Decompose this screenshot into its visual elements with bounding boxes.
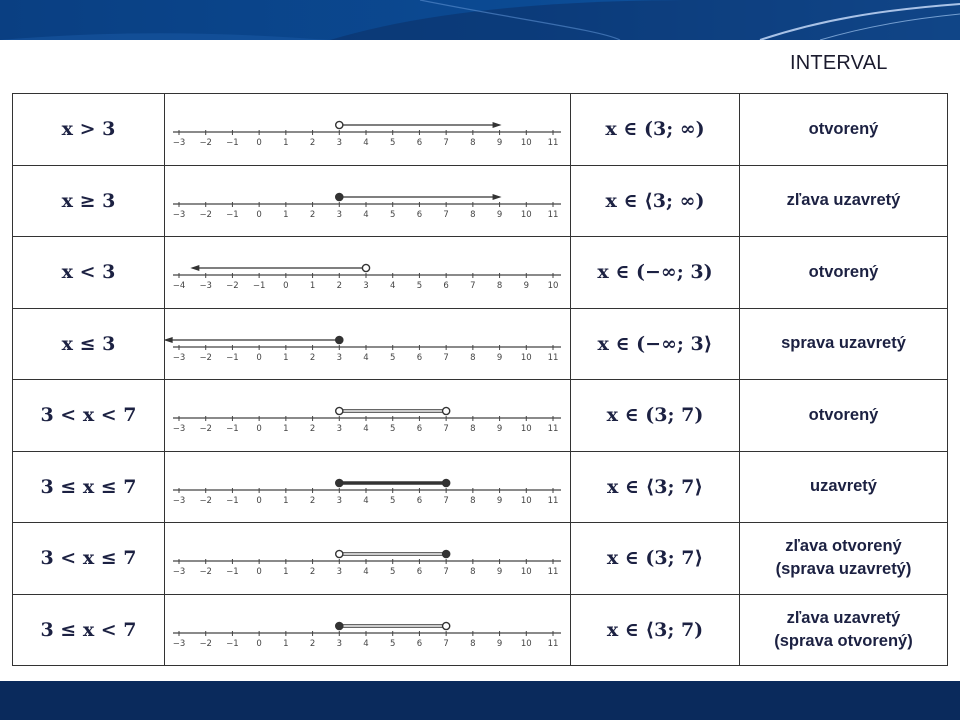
number-line (165, 380, 570, 450)
tick-label: 2 (309, 138, 316, 149)
closed-endpoint (336, 479, 343, 486)
number-line (165, 166, 570, 236)
tick-label: 10 (520, 138, 532, 149)
tick-label: 3 (336, 638, 342, 649)
open-endpoint (362, 265, 369, 272)
interval-type-label: otvorený (808, 262, 879, 281)
tick-label: 9 (523, 281, 529, 292)
tick-label: 7 (470, 281, 476, 292)
inequality-text: x ≤ 3 (61, 332, 116, 355)
tick-label: 4 (363, 209, 369, 220)
number-line (165, 237, 570, 307)
tick-label: 2 (309, 638, 316, 649)
inequality-cell (13, 523, 165, 595)
tick-label: 0 (256, 638, 262, 649)
tick-label: 8 (470, 424, 476, 435)
inequality-cell (13, 451, 165, 523)
tick-label: 0 (256, 352, 262, 363)
arrow-right-icon (493, 122, 502, 128)
tick-label: 3 (336, 209, 342, 220)
inequality-text: 3 < x < 7 (40, 404, 137, 427)
inequality-cell (13, 594, 165, 666)
interval-notation-cell (571, 94, 740, 166)
tick-label: 11 (547, 138, 559, 149)
interval-notation-cell (571, 451, 740, 523)
tick-label: 9 (496, 352, 503, 363)
tick-label: 10 (547, 281, 559, 292)
tick-label: 9 (496, 638, 503, 649)
tick-label: −3 (172, 567, 186, 578)
closed-endpoint (336, 193, 343, 200)
tick-label: 8 (470, 495, 476, 506)
tick-label: 2 (309, 495, 316, 506)
open-endpoint (336, 551, 343, 558)
interval-row (13, 523, 948, 595)
interval-notation-text: x ∈ (3; 7⟩ (606, 547, 704, 570)
tick-label: −1 (226, 495, 239, 506)
tick-label: 0 (256, 424, 262, 435)
tick-label: −1 (226, 138, 239, 149)
tick-label: 0 (256, 567, 262, 578)
interval-type-cell (740, 94, 948, 166)
tick-label: 11 (547, 209, 559, 220)
number-line-cell (165, 94, 571, 166)
number-line-cell (165, 165, 571, 237)
tick-label: 5 (390, 138, 396, 149)
tick-label: 10 (520, 567, 532, 578)
tick-label: 4 (363, 567, 369, 578)
interval-type-label: (sprava uzavretý) (775, 560, 912, 579)
tick-label: 4 (390, 281, 396, 292)
tick-label: −2 (199, 638, 212, 649)
tick-label: −2 (199, 495, 212, 506)
closed-endpoint (336, 622, 343, 629)
inequality-text: 3 ≤ x ≤ 7 (40, 475, 137, 498)
inequality-text: x ≥ 3 (61, 189, 116, 212)
tick-label: 4 (363, 638, 369, 649)
tick-label: 7 (443, 495, 449, 506)
interval-row (13, 594, 948, 666)
tick-label: −2 (199, 424, 212, 435)
number-line (165, 94, 570, 164)
tick-label: −2 (199, 567, 212, 578)
number-line (165, 523, 570, 593)
inequality-text: 3 < x ≤ 7 (40, 547, 137, 570)
tick-label: −3 (172, 638, 186, 649)
tick-label: 5 (390, 424, 396, 435)
tick-label: −1 (226, 352, 239, 363)
tick-label: −3 (172, 424, 186, 435)
tick-label: 5 (390, 495, 396, 506)
tick-label: −2 (199, 209, 212, 220)
tick-label: 6 (416, 138, 423, 149)
tick-label: 8 (470, 138, 476, 149)
tick-label: 7 (443, 567, 449, 578)
tick-label: 0 (256, 209, 262, 220)
tick-label: 9 (496, 424, 503, 435)
interval-table-body (13, 94, 948, 666)
interval-notation-text: x ∈ (3; 7) (606, 404, 704, 427)
inequality-cell (13, 308, 165, 380)
tick-label: 7 (443, 209, 449, 220)
interval-row (13, 237, 948, 309)
arrow-right-icon (493, 194, 502, 200)
tick-label: 6 (416, 352, 423, 363)
interval-type-label: uzavretý (810, 477, 877, 496)
inequality-cell (13, 165, 165, 237)
tick-label: 2 (309, 352, 316, 363)
tick-label: 3 (336, 567, 342, 578)
tick-label: 8 (470, 638, 476, 649)
inequality-text: x < 3 (61, 261, 116, 284)
tick-label: 6 (416, 424, 423, 435)
tick-label: −1 (226, 567, 239, 578)
tick-label: 10 (520, 209, 532, 220)
tick-label: 6 (416, 567, 423, 578)
inequality-cell (13, 237, 165, 309)
closed-endpoint (443, 551, 450, 558)
tick-label: 10 (520, 638, 532, 649)
interval-type-cell (740, 523, 948, 595)
interval-table (12, 93, 948, 666)
tick-label: −2 (226, 281, 239, 292)
interval-notation-text: x ∈ (−∞; 3⟩ (597, 332, 713, 355)
tick-label: −2 (199, 352, 212, 363)
tick-label: 5 (416, 281, 423, 292)
number-line-cell (165, 451, 571, 523)
interval-notation-cell (571, 523, 740, 595)
tick-label: 11 (547, 424, 559, 435)
interval-type-cell (740, 594, 948, 666)
tick-label: 5 (390, 567, 396, 578)
interval-notation-text: x ∈ ⟨3; 7⟩ (606, 475, 704, 498)
number-line-cell (165, 380, 571, 452)
closed-endpoint (443, 479, 450, 486)
interval-type-label: zľava uzavretý (786, 191, 901, 210)
tick-label: 7 (443, 424, 449, 435)
interval-notation-cell (571, 165, 740, 237)
interval-row (13, 380, 948, 452)
tick-label: 11 (547, 567, 559, 578)
tick-label: −1 (226, 424, 239, 435)
tick-label: 0 (256, 138, 262, 149)
interval-type-label: zľava otvorený (785, 537, 902, 556)
interval-notation-cell (571, 380, 740, 452)
open-endpoint (336, 122, 343, 129)
interval-notation-text: x ∈ (−∞; 3) (597, 261, 713, 284)
tick-label: 1 (309, 281, 316, 292)
tick-label: −3 (172, 138, 186, 149)
tick-label: 7 (443, 638, 449, 649)
tick-label: −3 (172, 352, 186, 363)
tick-label: −3 (172, 209, 186, 220)
inequality-cell (13, 94, 165, 166)
interval-type-cell (740, 165, 948, 237)
tick-label: −3 (199, 281, 212, 292)
interval-type-cell (740, 451, 948, 523)
interval-notation-cell (571, 594, 740, 666)
number-line (165, 595, 570, 665)
interval-type-cell (740, 237, 948, 309)
tick-label: 11 (547, 638, 559, 649)
tick-label: 4 (363, 352, 369, 363)
tick-label: 1 (283, 352, 289, 363)
tick-label: 6 (416, 495, 423, 506)
interval-type-label: otvorený (808, 405, 879, 424)
inequality-text: 3 ≤ x < 7 (40, 618, 137, 641)
tick-label: 3 (363, 281, 369, 292)
number-line-cell (165, 594, 571, 666)
inequality-cell (13, 380, 165, 452)
tick-label: 10 (520, 495, 532, 506)
number-line (165, 452, 570, 522)
closed-endpoint (336, 336, 343, 343)
interval-type-label: sprava uzavretý (781, 334, 906, 353)
tick-label: −1 (226, 209, 239, 220)
interval-notation-text: x ∈ (3; ∞) (605, 118, 705, 141)
tick-label: 11 (547, 352, 559, 363)
tick-label: 2 (336, 281, 342, 292)
tick-label: 6 (443, 281, 449, 292)
tick-label: 8 (470, 209, 476, 220)
number-line-cell (165, 308, 571, 380)
tick-label: 8 (470, 352, 476, 363)
tick-label: 3 (336, 352, 342, 363)
interval-notation-text: x ∈ ⟨3; 7) (606, 618, 704, 641)
tick-label: 1 (283, 138, 289, 149)
open-endpoint (336, 408, 343, 415)
tick-label: 3 (336, 495, 342, 506)
header-band (0, 0, 960, 40)
interval-type-cell (740, 308, 948, 380)
tick-label: 1 (283, 424, 289, 435)
tick-label: 9 (496, 209, 503, 220)
open-endpoint (443, 408, 450, 415)
interval-row (13, 451, 948, 523)
interval-notation-text: x ∈ ⟨3; ∞) (605, 189, 705, 212)
slide-title: INTERVAL (790, 52, 888, 74)
tick-label: 0 (256, 495, 262, 506)
tick-label: 9 (496, 567, 503, 578)
header-band-graphic (0, 0, 960, 40)
interval-notation-cell (571, 237, 740, 309)
open-endpoint (443, 622, 450, 629)
interval-row (13, 94, 948, 166)
tick-label: 7 (443, 138, 449, 149)
tick-label: 0 (283, 281, 289, 292)
tick-label: 3 (336, 424, 342, 435)
tick-label: 1 (283, 638, 289, 649)
footer-band (0, 681, 960, 720)
tick-label: 11 (547, 495, 559, 506)
tick-label: −1 (252, 281, 266, 292)
tick-label: −1 (226, 638, 239, 649)
tick-label: 9 (496, 495, 503, 506)
interval-type-label: otvorený (808, 119, 879, 138)
number-line (165, 309, 570, 379)
tick-label: 6 (416, 209, 423, 220)
tick-label: 3 (336, 138, 342, 149)
tick-label: 5 (390, 638, 396, 649)
tick-label: 5 (390, 352, 396, 363)
interval-row (13, 308, 948, 380)
tick-label: 8 (496, 281, 503, 292)
tick-label: 4 (363, 138, 369, 149)
interval-type-cell (740, 380, 948, 452)
tick-label: 1 (283, 495, 289, 506)
tick-label: −2 (199, 138, 212, 149)
tick-label: 4 (363, 495, 369, 506)
interval-type-label: zľava uzavretý (786, 608, 901, 627)
tick-label: 9 (496, 138, 503, 149)
tick-label: 4 (363, 424, 369, 435)
tick-label: 10 (520, 352, 532, 363)
tick-label: 1 (283, 209, 289, 220)
tick-label: 10 (520, 424, 532, 435)
number-line-cell (165, 237, 571, 309)
interval-type-label: (sprava otvorený) (774, 631, 913, 650)
tick-label: −4 (172, 281, 186, 292)
tick-label: −3 (172, 495, 186, 506)
tick-label: 8 (470, 567, 476, 578)
interval-row (13, 165, 948, 237)
tick-label: 6 (416, 638, 423, 649)
arrow-left-icon (190, 265, 199, 271)
tick-label: 2 (309, 424, 316, 435)
tick-label: 1 (283, 567, 289, 578)
tick-label: 5 (390, 209, 396, 220)
interval-notation-cell (571, 308, 740, 380)
tick-label: 2 (309, 209, 316, 220)
tick-label: 7 (443, 352, 449, 363)
arrow-left-icon (165, 337, 173, 343)
tick-label: 2 (309, 567, 316, 578)
number-line-cell (165, 523, 571, 595)
inequality-text: x > 3 (61, 118, 116, 141)
